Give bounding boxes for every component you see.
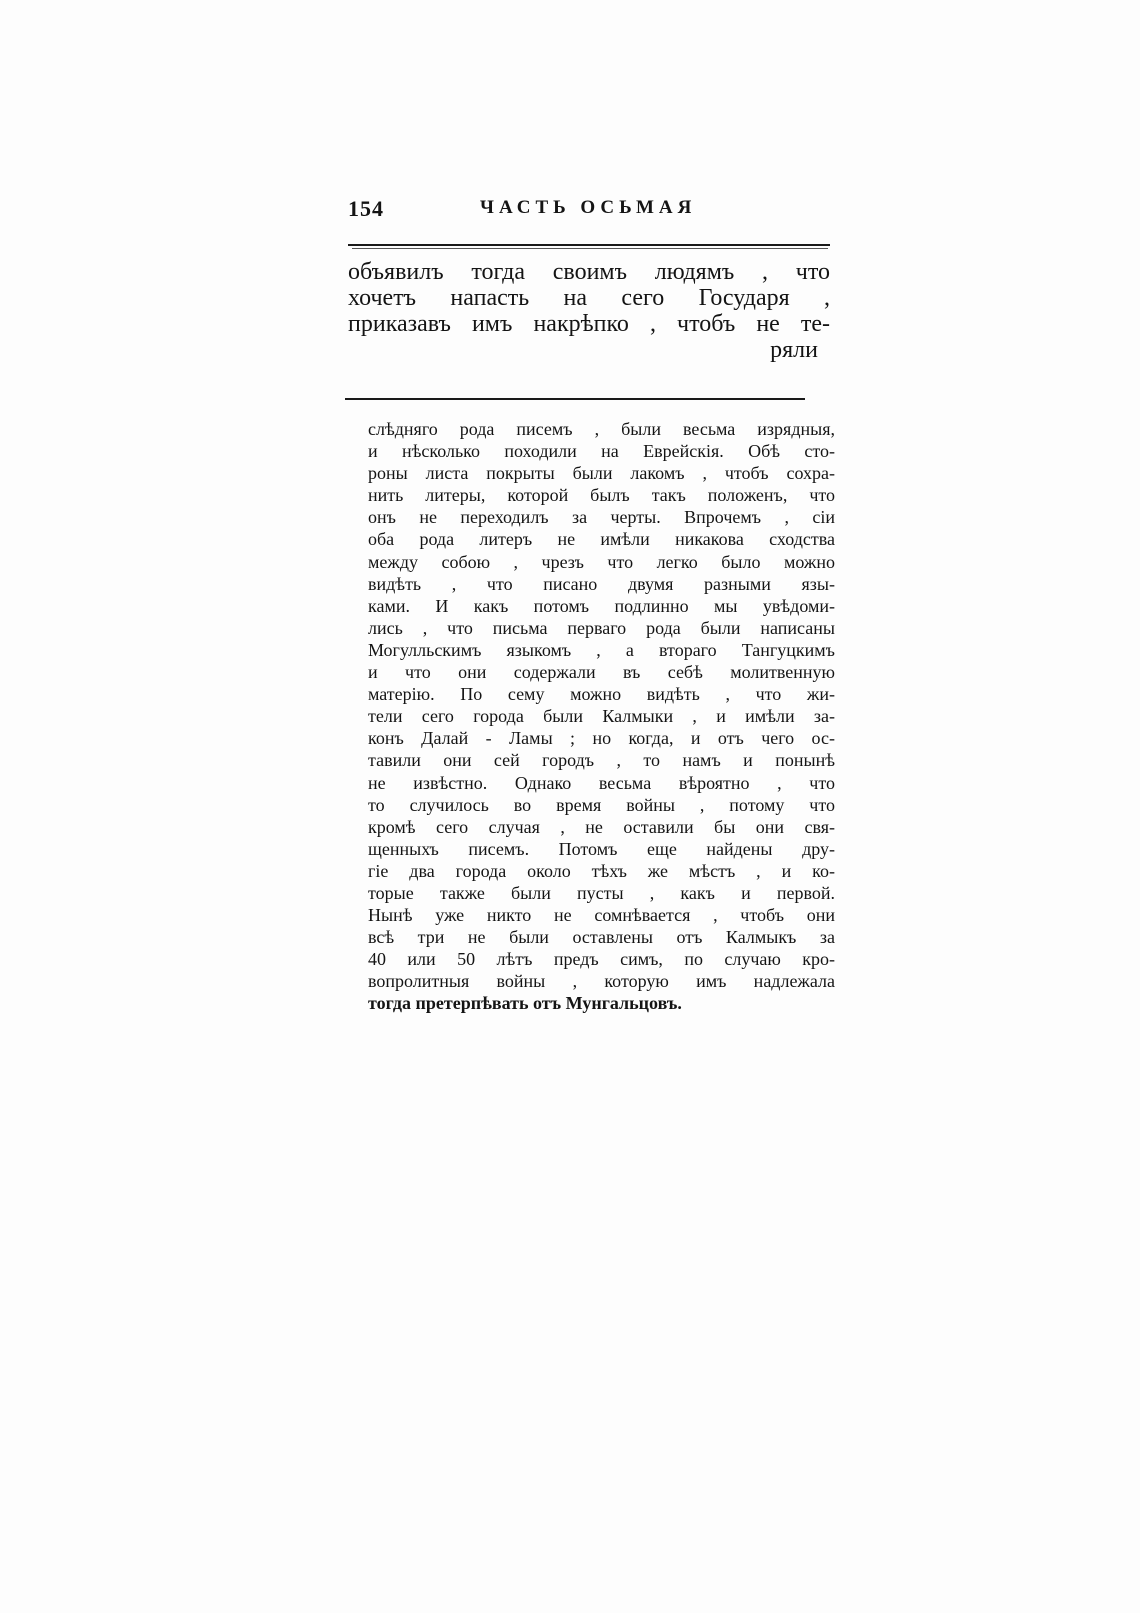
footnote-line: гіе два города около тѣхъ же мѣстъ , и ко- [368,860,835,881]
footnote-line: оба рода литеръ не имѣли никакова сходства [368,529,835,550]
footnote-line: то случилось во время войны , потому что [368,794,835,815]
footnote-line: тогда претерпѣвать отъ Мунгальцовъ. [368,993,682,1014]
footnote-line: тавили они сей городъ , то намъ и понынѣ [368,750,835,771]
footnote-line: 40 или 50 лѣтъ предъ симъ, по случаю кро- [368,949,835,970]
footnote-line: между собою , чрезъ что легко было можно [368,551,835,572]
main-text-line: хочетъ напасть на сего Государя , [348,285,830,311]
running-title: ЧАСТЬ ОСЬМАЯ [480,197,697,218]
footnote-line: лись , что письма перваго рода были написаны [368,617,835,638]
footnote-rule [345,398,805,400]
catchword: ряли [770,337,818,363]
footnote-line: конъ Далай - Ламы ; но когда, и отъ чего ос- [368,728,835,749]
footnote-line: не извѣстно. Однако весьма вѣроятно , что [368,772,835,793]
footnote-line: матерію. По сему можно видѣть , что жи- [368,684,835,705]
footnote-line: видѣть , что писано двумя разными язы- [368,573,835,594]
footnote-line: тели сего города были Калмыки , и имѣли за- [368,706,835,727]
footnote [368,418,835,1015]
footnote-line: слѣдняго рода писемъ , были весьма изрядныя, [368,419,835,439]
footnote-line: ками. И какъ потомъ подлинно мы увѣдоми- [368,595,835,616]
page-number: 154 [348,196,384,221]
footnote-line: торые также были пусты , какъ и первой. [368,882,835,903]
footnote-line: онъ не переходилъ за черты. Впрочемъ , сіи [368,507,835,528]
footnote-line: Могулльскимъ языкомъ , а втораго Тангуцкимъ [368,639,835,660]
footnote-line: Нынѣ уже никто не сомнѣвается , чтобъ они [368,905,835,926]
main-text-line: объявилъ тогда своимъ людямъ , что [348,259,830,285]
header-rule [348,244,830,246]
footnote-line: щенныхъ писемъ. Потомъ еще найдены дру- [368,838,835,859]
footnote-line: и что они содержали въ себѣ молитвенную [368,662,835,683]
footnote-line: роны листа покрыты были лакомъ , чтобъ сохра- [368,463,835,484]
footnote-line: и нѣсколько походили на Еврейскія. Обѣ сто- [368,441,835,462]
footnote-line: нить литеры, которой былъ такъ положенъ, что [368,485,835,506]
footnote-line: вопролитныя войны , которую имъ надлежала [368,971,835,992]
footnote-line: всѣ три не были оставлены отъ Калмыкъ за [368,927,835,948]
main-text-line: приказавъ имъ накрѣпко , чтобъ не те- [348,311,830,337]
header-rule-thin [352,248,828,249]
footnote-line: кромѣ сего случая , не оставили бы они свя- [368,816,835,837]
main-text [348,259,830,363]
